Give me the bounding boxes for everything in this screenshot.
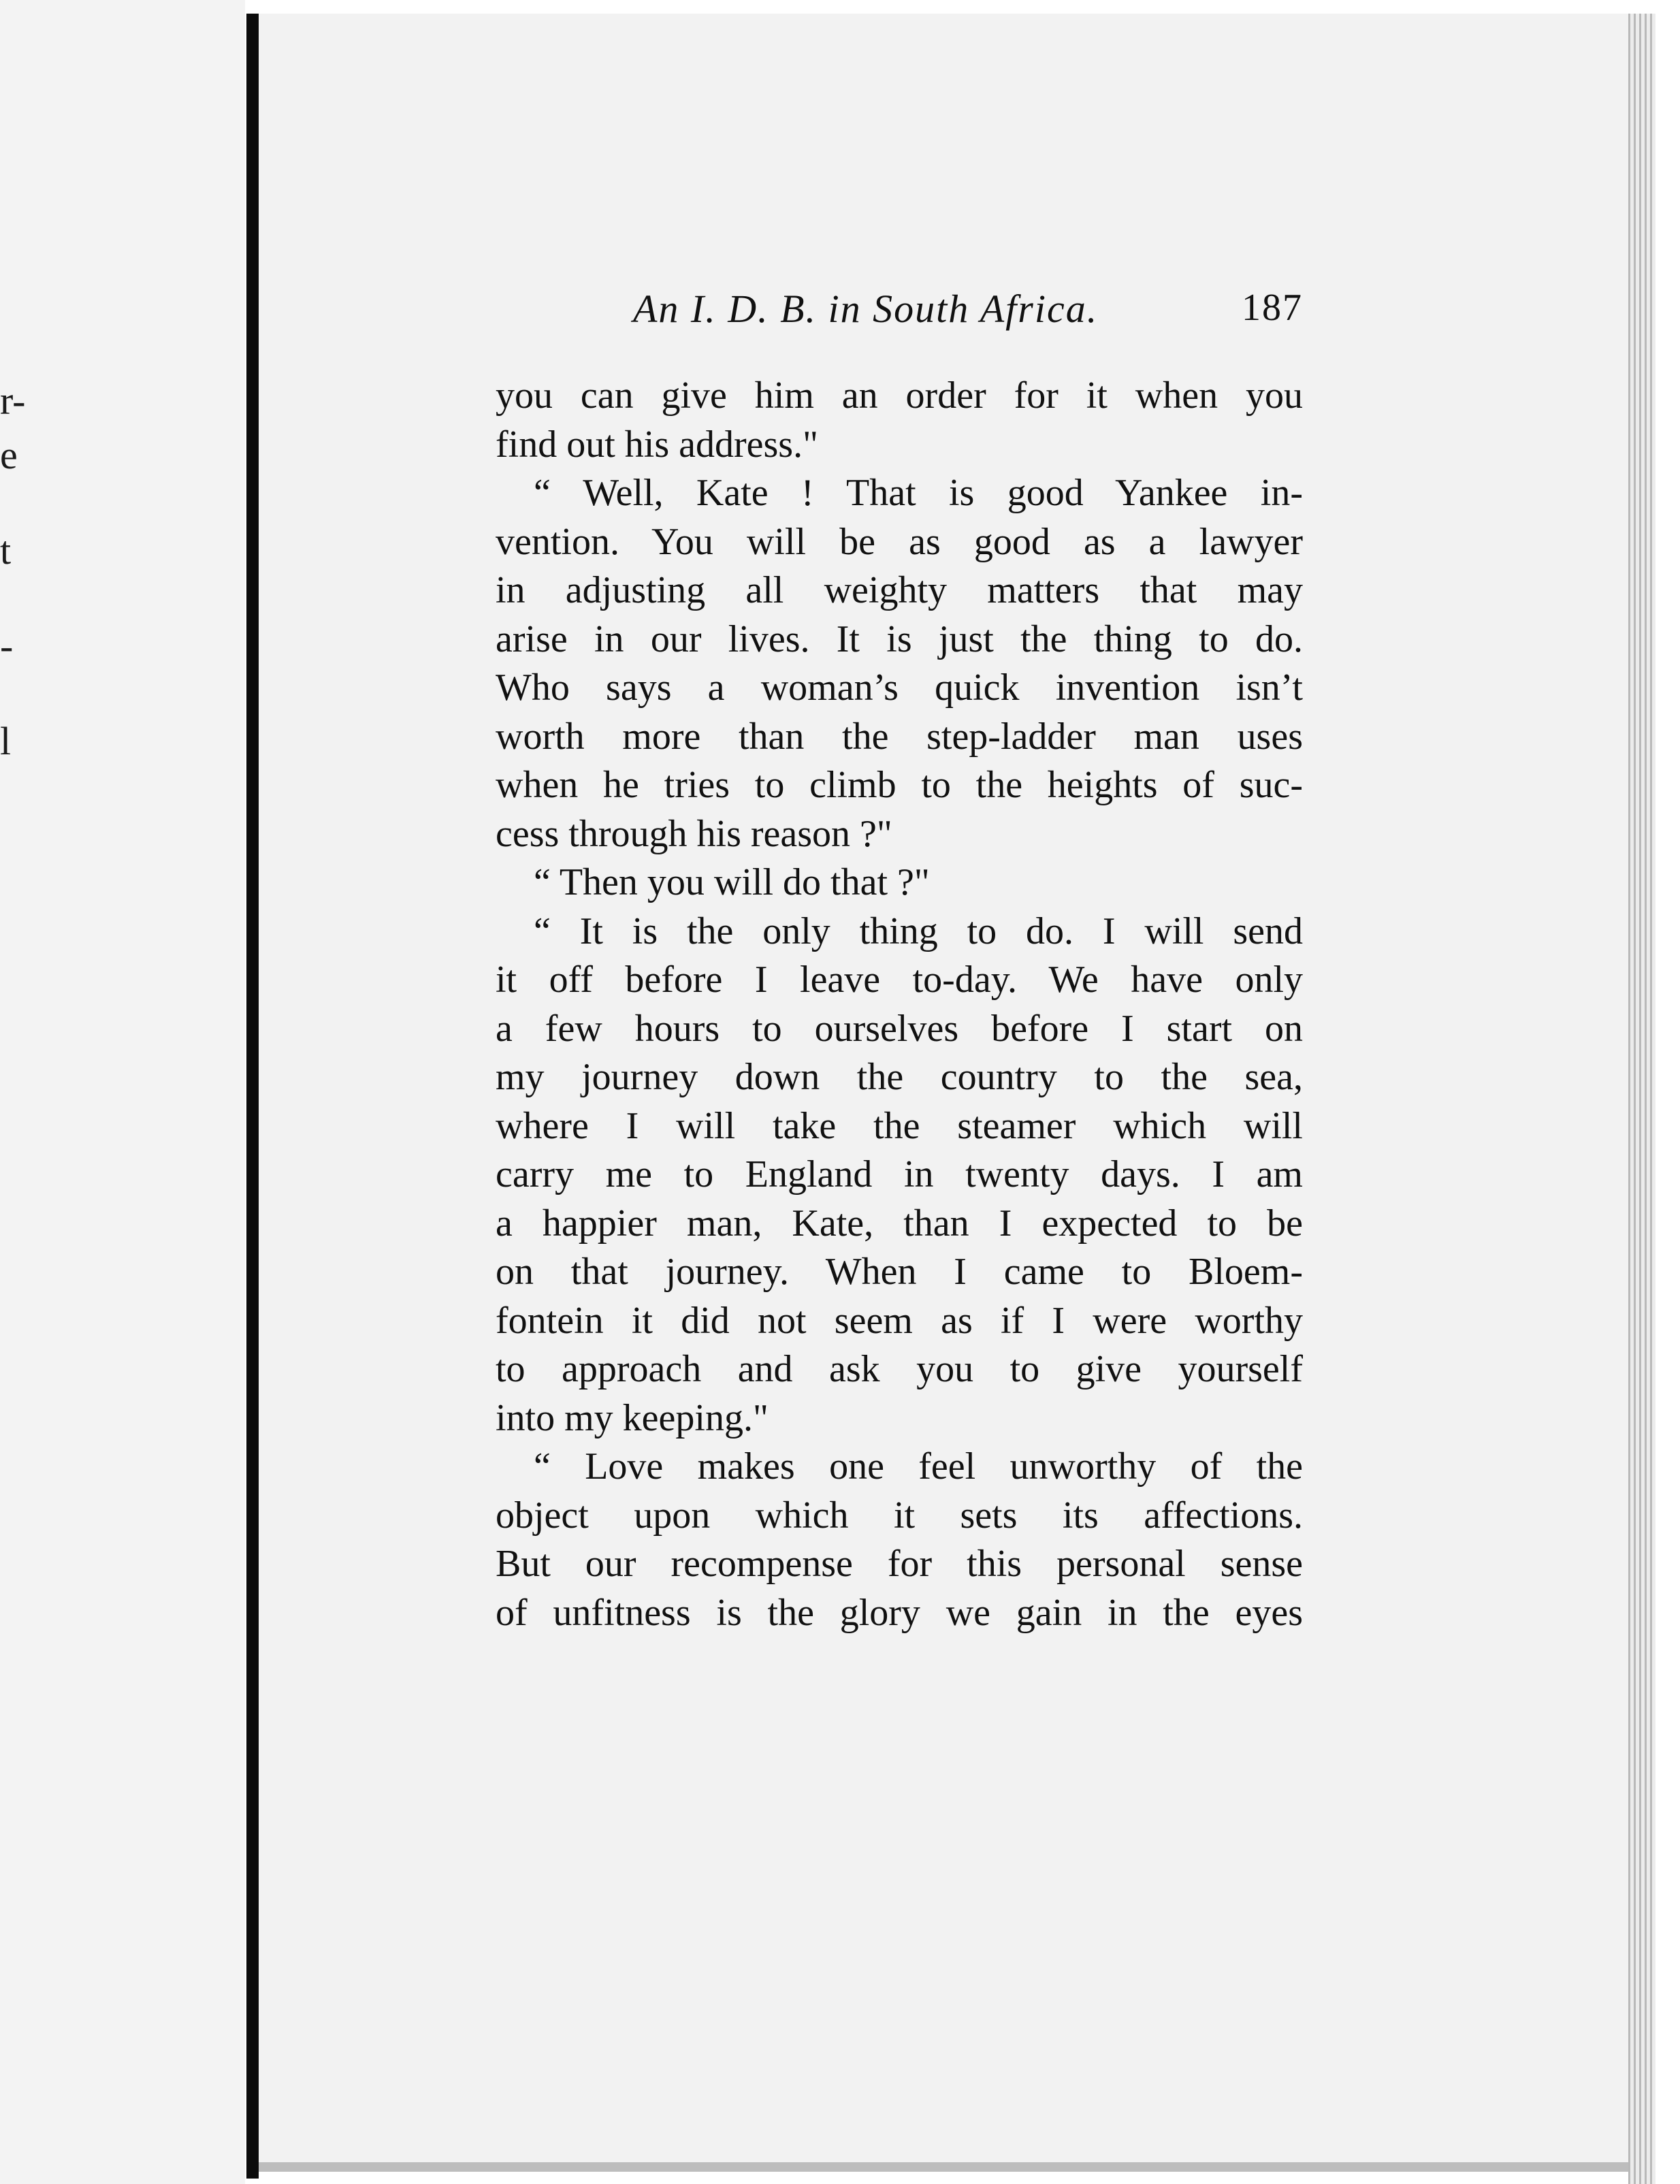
text-line: But our recompense for this personal sense xyxy=(496,1543,1303,1585)
text-line: where I will take the steamer which will xyxy=(496,1104,1303,1147)
previous-page-fragment: l xyxy=(0,719,12,763)
text-line: find out his address." xyxy=(496,423,818,466)
text-line: to approach and ask you to give yourself xyxy=(496,1348,1303,1390)
text-line: “ Love makes one feel unworthy of the xyxy=(534,1445,1303,1488)
text-line: when he tries to climb to the heights of suc- xyxy=(496,764,1303,806)
running-title: An I. D. B. in South Africa. xyxy=(633,287,1099,331)
text-line: object upon which it sets its affections. xyxy=(496,1494,1303,1537)
text-line: a happier man, Kate, than I expected to be xyxy=(496,1202,1303,1244)
text-line: it off before I leave to-day. We have only xyxy=(496,959,1303,1001)
previous-page-fragment: - xyxy=(0,624,14,668)
text-line: on that journey. When I came to Bloem- xyxy=(496,1251,1303,1293)
text-line: “ It is the only thing to do. I will send xyxy=(534,910,1303,952)
text-line: worth more than the step-ladder man uses xyxy=(496,715,1303,758)
text-line: vention. You will be as good as a lawyer xyxy=(496,520,1303,563)
previous-page-fragment: r- xyxy=(0,379,26,423)
text-line: of unfitness is the glory we gain in the eyes xyxy=(496,1591,1303,1634)
running-head xyxy=(633,286,1303,347)
text-line: into my keeping." xyxy=(496,1396,769,1439)
text-line: carry me to England in twenty days. I am xyxy=(496,1153,1303,1195)
text-line: arise in our lives. It is just the thing to do. xyxy=(496,617,1303,660)
previous-page-fragment: e xyxy=(0,433,18,477)
text-line: cess through his reason ?" xyxy=(496,812,892,855)
text-line: you can give him an order for it when you xyxy=(496,374,1303,417)
previous-page-edge xyxy=(0,0,245,2184)
text-line: my journey down the country to the sea, xyxy=(496,1056,1303,1098)
page-bottom-edge xyxy=(259,2162,1628,2172)
previous-page-fragment: t xyxy=(0,528,12,573)
page-number: 187 xyxy=(1242,287,1303,329)
text-line: a few hours to ourselves before I start on xyxy=(496,1007,1303,1050)
text-line: “ Well, Kate ! That is good Yankee in- xyxy=(534,472,1303,514)
page-stack-edge xyxy=(1628,14,1655,2184)
body-text xyxy=(496,372,1303,1637)
text-line: “ Then you will do that ?" xyxy=(534,861,930,903)
text-line: in adjusting all weighty matters that may xyxy=(496,569,1303,611)
text-line: Who says a woman’s quick invention isn’t xyxy=(496,667,1303,709)
book-gutter xyxy=(246,14,259,2179)
text-line: fontein it did not seem as if I were worthy xyxy=(496,1299,1303,1342)
